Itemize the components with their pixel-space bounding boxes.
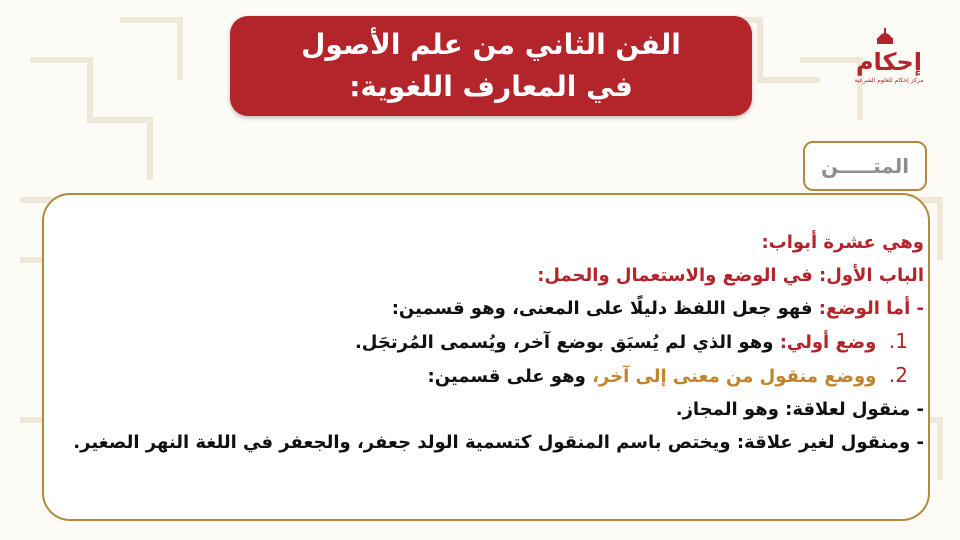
logo-tagline: مركز إحكام للعلوم الشرعية — [854, 77, 924, 84]
title-line-1: الفن الثاني من علم الأصول — [301, 28, 681, 61]
line-manqul: - ومنقول لغير علاقة: ويختص باسم المنقول كتسمية الولد جعفر، والجعفر في اللغة النهر الصغير. — [73, 432, 924, 453]
line-item-2 — [60, 359, 924, 393]
mosque-icon — [877, 28, 893, 44]
item-1-number: 1. — [888, 329, 908, 353]
item-2-head: ووضع منقول من معنى إلى آخر، — [592, 366, 877, 387]
logo — [846, 20, 932, 96]
title-banner — [230, 16, 752, 116]
title-line-2: في المعارف اللغوية: — [349, 70, 633, 103]
line-wad-rest: فهو جعل اللفظ دليلًا على المعنى، وهو قسمين: — [391, 298, 819, 319]
matn-tab-label: المتـــــن — [820, 154, 910, 178]
line-wad — [60, 292, 924, 325]
item-1-rest: وهو الذي لم يُسبَق بوضع آخر، ويُسمى المُرتجَل. — [354, 332, 780, 353]
line-majaz: - منقول لعلاقة: وهو المجاز. — [675, 399, 924, 420]
logo-name: إحكام — [855, 48, 923, 76]
content-text — [60, 226, 924, 459]
line-intro: وهي عشرة أبواب: — [761, 232, 924, 253]
item-1-head: وضع أولي: — [779, 332, 877, 353]
line-chapter-one: الباب الأول: في الوضع والاستعمال والحمل: — [537, 265, 924, 286]
item-2-number: 2. — [888, 363, 908, 387]
matn-tab[interactable] — [803, 141, 927, 191]
line-wad-dash: - — [910, 298, 924, 319]
item-2-rest: وهو على قسمين: — [427, 366, 593, 387]
line-item-1 — [60, 325, 924, 359]
line-wad-head: أما الوضع: — [818, 298, 911, 319]
